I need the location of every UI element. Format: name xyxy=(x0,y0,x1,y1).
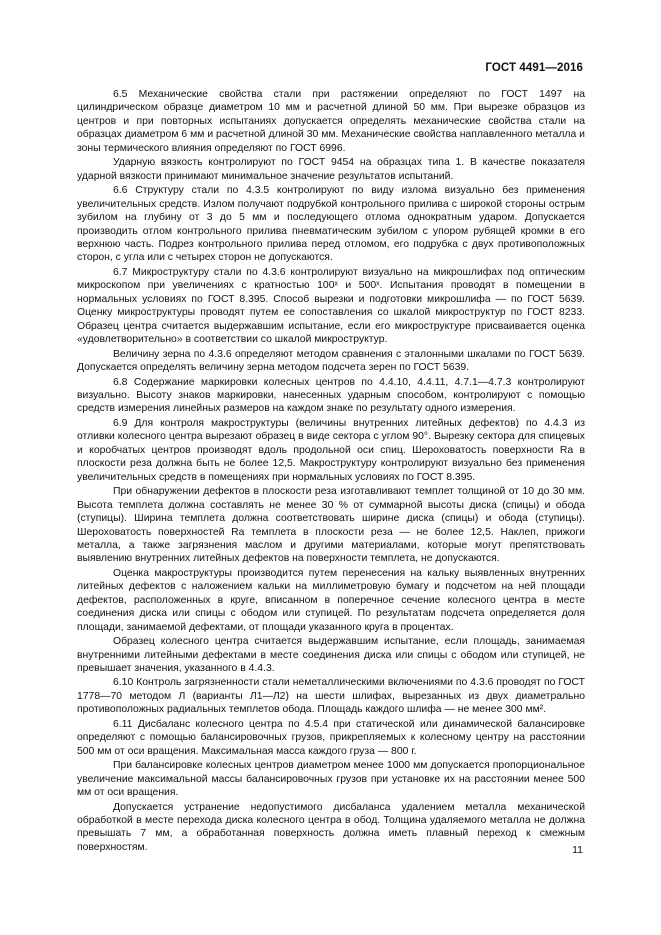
document-header-id: ГОСТ 4491—2016 xyxy=(485,62,583,74)
paragraph-imbalance-removal: Допускается устранение недопустимого дисбаланса удалением металла механической обработкой в месте перехода диска колесного центра в обод. Толщина удаляемого металла не должна превышать 7 мм, а обработанная поверхность должна иметь плавный переход к смежным поверхностям. xyxy=(77,801,585,853)
paragraph-6-7: 6.7 Микроструктуру стали по 4.3.6 контролируют визуально на микрошлифах под оптическим микроскопом при увеличениях с кратностью 100ˣ и 500ˣ. Испытания проводят в помещении в нормальных условиях по ГОСТ 8.395. Способ вырезки и подготовки микрошлифа — по ГОСТ 5639. Оценку микроструктуры проводят путем ее сопоставления со шкалой микроструктур по ГОСТ 8233. Образец центра считается выдержавшим испытание, если его микроструктуре присваивается оценка «удовлетворительно» в соответствии со шкалой микроструктур. xyxy=(77,266,585,346)
paragraph-macro-evaluation: Оценка макроструктуры производится путем перенесения на кальку выявленных внутренних литейных дефектов с наложением кальки на миллиметровую бумагу и подсчетом на ней площади дефектов, расположенных в круге, вписанном в поперечное сечение колесного центра в месте соединения диска или спицы с ободом или ступицей. По результатам подсчета определяется доля площади, занимаемой дефектами, от площади указанного круга в процентах. xyxy=(77,567,585,633)
paragraph-6-9: 6.9 Для контроля макроструктуры (величины внутренних литейных дефектов) по 4.4.3 из отливки колесного центра вырезают образец в виде сектора с углом 90°. Вырезку сектора для спицевых и коробчатых центров производят вдоль продольной оси спиц. Шероховатость поверхности Ra в плоскости реза должна быть не более 12,5. Макроструктуру контролируют визуально без применения увеличительных средств в помещениях при нормальных условиях по ГОСТ 8.395. xyxy=(77,417,585,483)
paragraph-template: При обнаружении дефектов в плоскости реза изготавливают темплет толщиной от 10 до 30 мм. Высота темплета должна составлять не менее 30 % от суммарной высоты диска (спицы) и обода (ступицы). Ширина темплета должна соответствовать ширине диска (спицы) и обода (ступицы). Шероховатость поверхностей Ra темплета в плоскости реза — не более 12,5. Наклеп, прижоги металла, а также загрязнения маслом и другими материалами, которые могут препятствовать выявлению внутренних литейных дефектов на поверхности темплета, не допускаются. xyxy=(77,486,585,565)
paragraph-balancing: При балансировке колесных центров диаметром менее 1000 мм допускается пропорциональное увеличение максимальной массы балансировочных грузов при установке их на расстоянии менее 500 мм от оси вращения. xyxy=(77,760,585,799)
paragraph-6-11: 6.11 Дисбаланс колесного центра по 4.5.4 при статической или динамической балансировке определяют с помощью балансировочных грузов, прикрепляемых к колесному центру на расстоянии 500 мм от оси вращения. Максимальная масса каждого груза — 800 г. xyxy=(77,718,585,757)
paragraph-impact-toughness: Ударную вязкость контролируют по ГОСТ 9454 на образцах типа 1. В качестве показателя ударной вязкости принимают минимальное значение результатов испытаний. xyxy=(77,157,585,182)
page-number: 11 xyxy=(572,844,583,856)
paragraph-sample-pass: Образец колесного центра считается выдержавшим испытание, если площадь, занимаемая внутренними литейными дефектами в месте соединения диска или спицы с ободом или ступицей, не превышает значения, указанного в 4.4.3. xyxy=(77,636,585,675)
paragraph-6-8: 6.8 Содержание маркировки колесных центров по 4.4.10, 4.4.11, 4.7.1—4.7.3 контролируют визуально. Высоту знаков маркировки, нанесенных ударным способом, контролируют с помощью средств измерения линейных размеров на каждом знаке по результату одного измерения. xyxy=(77,376,585,415)
paragraph-6-6: 6.6 Структуру стали по 4.3.5 контролируют по виду излома визуально без применения увеличительных средств. Излом получают подрубкой контрольного прилива с широкой стороны острым зубилом на глубину от 3 до 5 мм и последующего отлома однократным ударом. Допускается производить отлом контрольного прилива пневматическим зубилом с упором рубящей кромки в его верхнюю часть. Подрез контрольного прилива перед отломом, его подрубка с двух противоположных сторон, с угла или с четырех сторон не допускаются. xyxy=(77,185,585,264)
paragraph-6-5: 6.5 Механические свойства стали при растяжении определяют по ГОСТ 1497 на цилиндрическом образце диаметром 10 мм и расчетной длиной 50 мм. При вырезке образцов из центров и при повторных испытаниях допускается определять механические свойства стали на образцах диаметром 6 мм и расчетной длиной 30 мм. Механические свойства наплавленного металла и зоны термического влияния определяют по ГОСТ 6996. xyxy=(77,89,585,154)
paragraph-grain-size: Величину зерна по 4.3.6 определяют методом сравнения с эталонными шкалами по ГОСТ 5639. Допускается определять величину зерна методом подсчета зерен по ГОСТ 5639. xyxy=(77,348,585,374)
paragraph-6-10: 6.10 Контроль загрязненности стали неметаллическими включениями по 4.3.6 проводят по ГОСТ 1778—70 методом Л (варианты Л1—Л2) на шести шлифах, вырезанных из двух диаметрально противоположных радиальных темплетов обода. Площадь каждого шлифа — не менее 300 мм². xyxy=(77,677,585,716)
document-body xyxy=(77,88,585,855)
